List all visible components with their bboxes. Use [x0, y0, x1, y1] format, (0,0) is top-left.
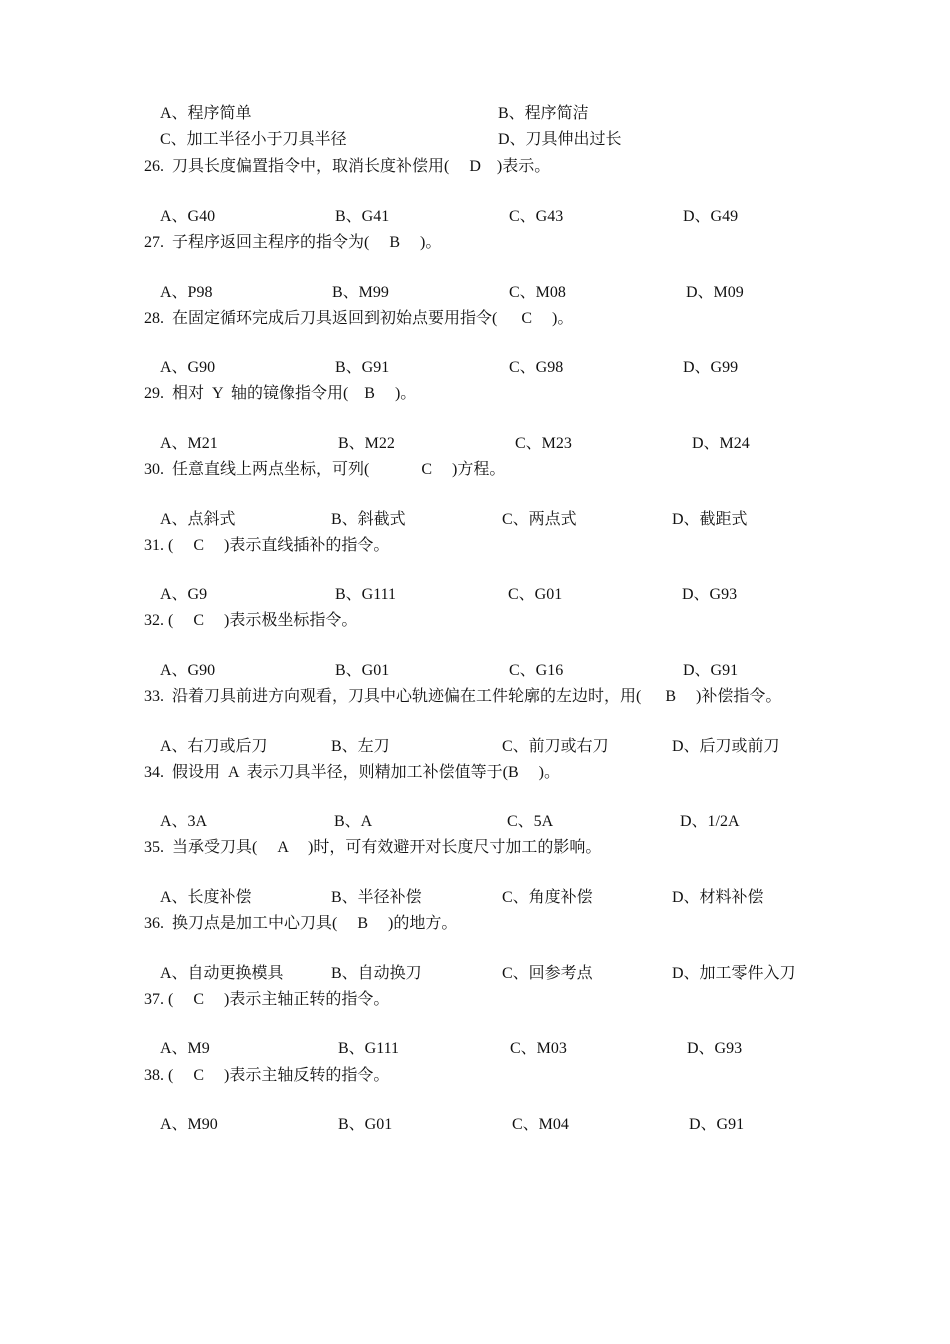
q26-option-a: A、G40: [160, 208, 216, 225]
q27-option-c: C、M08: [509, 284, 566, 301]
q27-option-d: D、M09: [686, 284, 744, 301]
q28-option-d: D、G99: [683, 359, 739, 376]
top-option-d: D、刀具伸出过长: [498, 131, 622, 148]
q30-option-d: D、截距式: [672, 511, 748, 528]
top-option-a: A、程序简单: [160, 105, 252, 122]
q32-option-d: D、G91: [683, 662, 739, 679]
q36-option-b: B、自动换刀: [331, 965, 422, 982]
q29-option-c: C、M23: [515, 435, 572, 452]
question-38: 38. ( C )表示主轴反转的指令。: [144, 1067, 390, 1084]
q34-option-d: D、1/2A: [680, 813, 740, 830]
q37-option-c: C、M03: [510, 1040, 567, 1057]
top-option-c: C、加工半径小于刀具半径: [160, 131, 347, 148]
question-32: 32. ( C )表示极坐标指令。: [144, 612, 358, 629]
q34-option-a: A、3A: [160, 813, 208, 830]
q31-option-c: C、G01: [508, 586, 563, 603]
q36-option-c: C、回参考点: [502, 965, 593, 982]
question-28: 28. 在固定循环完成后刀具返回到初始点要用指令( C )。: [144, 310, 574, 327]
q34-option-b: B、A: [334, 813, 373, 830]
question-34: 34. 假设用 A 表示刀具半径，则精加工补偿值等于(B )。: [144, 764, 561, 781]
q33-option-a: A、右刀或后刀: [160, 738, 268, 755]
q32-option-c: C、G16: [509, 662, 564, 679]
q30-option-a: A、点斜式: [160, 511, 236, 528]
q30-option-b: B、斜截式: [331, 511, 406, 528]
q38-option-a: A、M90: [160, 1116, 218, 1133]
question-37: 37. ( C )表示主轴正转的指令。: [144, 991, 390, 1008]
question-35: 35. 当承受刀具( A )时，可有效避开对长度尺寸加工的影响。: [144, 839, 602, 856]
q29-option-d: D、M24: [692, 435, 750, 452]
q36-option-a: A、自动更换模具: [160, 965, 284, 982]
q28-option-a: A、G90: [160, 359, 216, 376]
q37-option-d: D、G93: [687, 1040, 743, 1057]
q32-option-a: A、G90: [160, 662, 216, 679]
q36-option-d: D、加工零件入刀: [672, 965, 796, 982]
q26-option-c: C、G43: [509, 208, 564, 225]
q31-option-d: D、G93: [682, 586, 738, 603]
q27-option-b: B、M99: [332, 284, 389, 301]
q33-option-d: D、后刀或前刀: [672, 738, 780, 755]
q35-option-b: B、半径补偿: [331, 889, 422, 906]
question-33: 33. 沿着刀具前进方向观看，刀具中心轨迹偏在工件轮廓的左边时，用( B )补偿指令。: [144, 688, 782, 705]
q33-option-b: B、左刀: [331, 738, 390, 755]
q37-option-a: A、M9: [160, 1040, 210, 1057]
question-29: 29. 相对 Y 轴的镜像指令用( B )。: [144, 385, 417, 402]
q31-option-b: B、G111: [335, 586, 397, 603]
top-option-b: B、程序简洁: [498, 105, 589, 122]
q26-option-b: B、G41: [335, 208, 390, 225]
q35-option-c: C、角度补偿: [502, 889, 593, 906]
q34-option-c: C、5A: [507, 813, 554, 830]
q28-option-b: B、G91: [335, 359, 390, 376]
q35-option-a: A、长度补偿: [160, 889, 252, 906]
q29-option-a: A、M21: [160, 435, 218, 452]
q38-option-b: B、G01: [338, 1116, 393, 1133]
q29-option-b: B、M22: [338, 435, 395, 452]
q31-option-a: A、G9: [160, 586, 208, 603]
q33-option-c: C、前刀或右刀: [502, 738, 609, 755]
q27-option-a: A、P98: [160, 284, 213, 301]
q32-option-b: B、G01: [335, 662, 390, 679]
q35-option-d: D、材料补偿: [672, 889, 764, 906]
q38-option-d: D、G91: [689, 1116, 745, 1133]
q28-option-c: C、G98: [509, 359, 564, 376]
question-31: 31. ( C )表示直线插补的指令。: [144, 537, 390, 554]
question-36: 36. 换刀点是加工中心刀具( B )的地方。: [144, 915, 458, 932]
q38-option-c: C、M04: [512, 1116, 569, 1133]
question-27: 27. 子程序返回主程序的指令为( B )。: [144, 234, 442, 251]
question-26: 26. 刀具长度偏置指令中，取消长度补偿用( D )表示。: [144, 158, 551, 175]
question-30: 30. 任意直线上两点坐标，可列( C )方程。: [144, 461, 506, 478]
q37-option-b: B、G111: [338, 1040, 400, 1057]
q26-option-d: D、G49: [683, 208, 739, 225]
q30-option-c: C、两点式: [502, 511, 577, 528]
